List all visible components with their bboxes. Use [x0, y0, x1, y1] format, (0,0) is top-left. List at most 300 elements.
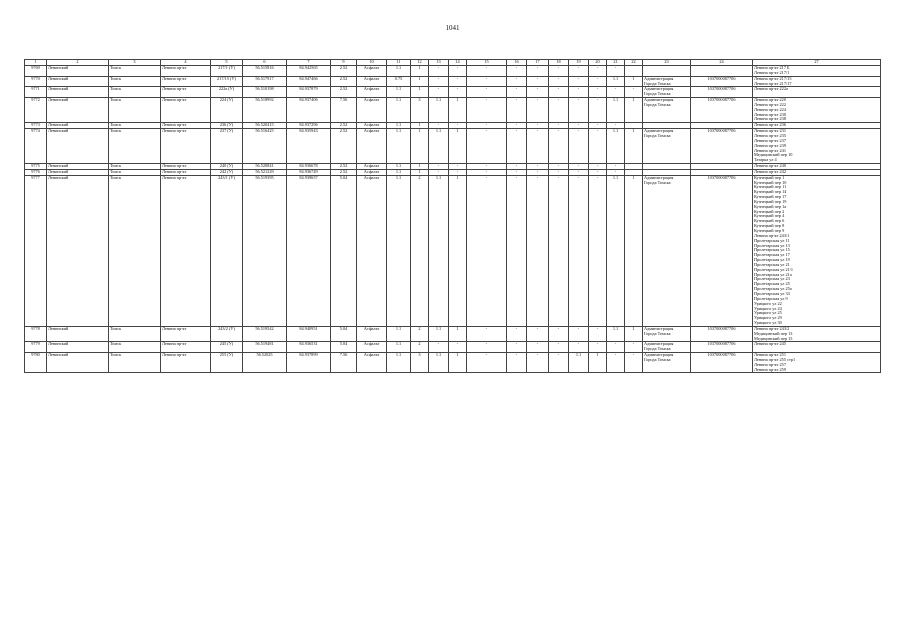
table-cell: 84.936749	[287, 169, 331, 175]
column-header: 3	[109, 60, 161, 66]
table-cell: -	[625, 353, 643, 373]
table-cell: Кузнецкий пер 1 Кузнецкий пер 10 Кузнецкий пер 11 Кузнецкий пер 14 Кузнецкий пер 17 Кузнецкий пер 19 Кузнецкий пер 1а Кузнецкий пер 2 Кузнецкий пер 4 Кузнецкий пер 6 Кузнецкий пер 8 Кузнецкий пер 9 Ленина пр-кт 243/1 Пролетарская ул 11 Пролетарская ул 13 Пролетарская ул 15 Пролетарская ул 17 Пролетарская ул 19 Пролетарская ул 21 Пролетарская ул 21/1 Пролетарская ул 21а Пролетарская ул 23 Пролетарская ул 25 Пролетарская ул 25а Пролетарская ул 33 Пролетарская ул 9 Урицкого ул 22 Урицкого ул 24 Урицкого ул 25 Урицкого ул 29 Урицкого ул 30	[753, 175, 881, 326]
table-cell: 1.1	[387, 129, 411, 164]
table-cell: 56.518992	[243, 98, 287, 123]
table-row	[25, 129, 881, 164]
table-cell: Ленинский	[47, 66, 109, 77]
table-cell: 1	[411, 164, 429, 170]
table-cell: 2	[411, 342, 429, 353]
table-cell: -	[507, 66, 527, 77]
table-cell: Томск	[109, 66, 161, 77]
table-cell: 1	[411, 123, 429, 129]
table-cell: Асфальт	[357, 164, 387, 170]
table-cell: -	[507, 326, 527, 342]
table-cell: 2	[411, 326, 429, 342]
table-cell: -	[527, 87, 549, 98]
table-cell: 243/1 (У)	[211, 175, 243, 326]
table-cell: -	[449, 87, 467, 98]
table-cell: 1	[411, 129, 429, 164]
table-cell: Томск	[109, 175, 161, 326]
table-cell: -	[569, 175, 589, 326]
table-cell: 1.1	[607, 326, 625, 342]
table-row	[25, 98, 881, 123]
table-cell: Ленина пр-кт 222а	[753, 87, 881, 98]
table-cell: 1	[449, 353, 467, 373]
table-cell: 7.56	[331, 98, 357, 123]
table-cell: -	[449, 123, 467, 129]
table-cell: Асфальт	[357, 342, 387, 353]
table-cell: Ленина пр-кт 243/2 Медицинский пер 13 Медицинский пер 15	[753, 326, 881, 342]
table-cell: -	[607, 169, 625, 175]
table-cell: Ленинский	[47, 326, 109, 342]
table-cell: 1.1	[429, 175, 449, 326]
table-cell: -	[549, 353, 569, 373]
table-cell: -	[569, 87, 589, 98]
table-cell: -	[429, 123, 449, 129]
column-header: 4	[161, 60, 211, 66]
table-cell: -	[429, 76, 449, 87]
table-cell: Ленина пр-кт 231 Ленина пр-кт 235 Ленина пр-кт 237 Ленина пр-кт 239 Ленина пр-кт 241 Медицинский пер 10 Татарка ул 4	[753, 129, 881, 164]
table-cell: -	[569, 66, 589, 77]
table-cell: 9776	[25, 169, 47, 175]
table-cell: -	[569, 129, 589, 164]
table-cell: 9772	[25, 98, 47, 123]
table-cell: Ленина пр-кт 217 Б Ленина пр-кт 217/1	[753, 66, 881, 77]
table-cell: -	[569, 326, 589, 342]
table-cell: 84.942565	[287, 66, 331, 77]
table-cell: -	[527, 342, 549, 353]
table-cell: 5.04	[331, 342, 357, 353]
table-cell: Ленинский	[47, 98, 109, 123]
table-cell: Асфальт	[357, 169, 387, 175]
table-cell: -	[607, 66, 625, 77]
table-cell: 1.1	[607, 98, 625, 123]
table-cell: 1	[449, 175, 467, 326]
table-cell: Ленинский	[47, 123, 109, 129]
table-row	[25, 66, 881, 77]
table-cell: -	[607, 164, 625, 170]
table-cell: 1.1	[387, 164, 411, 170]
table-cell: -	[527, 98, 549, 123]
table-cell: -	[549, 98, 569, 123]
table-cell: 0.75	[387, 76, 411, 87]
column-header: 13	[429, 60, 449, 66]
table-cell: 1	[449, 129, 467, 164]
table-cell: 5.04	[331, 326, 357, 342]
table-cell: -	[507, 123, 527, 129]
table-cell: 56.515816	[243, 66, 287, 77]
table-cell: 1037000087706	[691, 326, 753, 342]
column-header: 6	[243, 60, 287, 66]
table-cell: -	[589, 98, 607, 123]
table-cell: Администрация Города Томска	[643, 342, 691, 353]
table-cell: Томск	[109, 98, 161, 123]
table-cell: Асфальт	[357, 87, 387, 98]
table-row	[25, 342, 881, 353]
table-cell: -	[589, 87, 607, 98]
table-cell: -	[467, 129, 507, 164]
table-cell: 1.1	[569, 353, 589, 373]
table-row	[25, 353, 881, 373]
table-cell: -	[569, 76, 589, 87]
table-cell: -	[569, 169, 589, 175]
table-cell: -	[507, 169, 527, 175]
table-cell: 217/15 (У)	[211, 76, 243, 87]
column-header: 17	[527, 60, 549, 66]
table-cell: 2.52	[331, 169, 357, 175]
table-cell: Ленинский	[47, 164, 109, 170]
table-cell: 56.519542	[243, 326, 287, 342]
table-cell: Ленина пр-кт	[161, 98, 211, 123]
table-cell: 1	[411, 66, 429, 77]
table-cell: Ленина пр-кт	[161, 164, 211, 170]
table-cell: 9780	[25, 353, 47, 373]
table-cell: -	[467, 326, 507, 342]
table-cell: -	[449, 169, 467, 175]
table-cell: Ленина пр-кт 251 Ленина пр-кт 255 стр1 Ленина пр-кт 257 Ленина пр-кт 259	[753, 353, 881, 373]
table-cell: 84.939657	[287, 175, 331, 326]
table-cell: -	[429, 164, 449, 170]
table-cell: -	[589, 123, 607, 129]
table-cell: -	[449, 342, 467, 353]
table-cell: 3	[411, 98, 429, 123]
table-cell: 1037000087706	[691, 175, 753, 326]
table-cell: -	[607, 342, 625, 353]
table-cell	[625, 66, 643, 77]
table-cell: -	[527, 129, 549, 164]
table-cell: -	[467, 169, 507, 175]
column-header: 16	[507, 60, 527, 66]
table-row	[25, 326, 881, 342]
table-cell: 242 (У)	[211, 169, 243, 175]
table-cell: Асфальт	[357, 76, 387, 87]
table-cell: -	[467, 76, 507, 87]
table-cell: 84.937296	[287, 123, 331, 129]
table-cell: -	[429, 169, 449, 175]
table-cell	[691, 66, 753, 77]
table-cell: -	[527, 123, 549, 129]
table-cell: Томск	[109, 87, 161, 98]
table-cell: -	[527, 76, 549, 87]
table-cell: -	[527, 66, 549, 77]
table-cell: -	[429, 342, 449, 353]
table-cell: 84.936678	[287, 164, 331, 170]
column-header: 5	[211, 60, 243, 66]
table-cell: Томск	[109, 129, 161, 164]
table-cell: -	[507, 76, 527, 87]
table-cell: Администрация Города Томска	[643, 129, 691, 164]
table-cell: -	[549, 326, 569, 342]
table-cell: -	[549, 66, 569, 77]
table-cell: 1.1	[387, 169, 411, 175]
column-header: 11	[387, 60, 411, 66]
table-cell: Ленина пр-кт	[161, 87, 211, 98]
column-header: 7	[287, 60, 331, 66]
table-cell: 1.1	[429, 353, 449, 373]
table-cell: 1.1	[429, 98, 449, 123]
table-cell: -	[429, 87, 449, 98]
table-cell: 222а (У)	[211, 87, 243, 98]
table-cell: 84.940951	[287, 326, 331, 342]
table-cell: 9775	[25, 164, 47, 170]
table-cell: Томск	[109, 342, 161, 353]
table-row	[25, 76, 881, 87]
table-cell: 56.516425	[243, 129, 287, 164]
column-header: 22	[625, 60, 643, 66]
table-cell: 9779	[25, 342, 47, 353]
table-cell: 1037000087706	[691, 87, 753, 98]
table-cell: 1	[411, 76, 429, 87]
table-cell: -	[449, 76, 467, 87]
table-cell: -	[549, 76, 569, 87]
table-cell: -	[589, 76, 607, 87]
table-row	[25, 175, 881, 326]
table-cell: Ленинский	[47, 129, 109, 164]
column-header: 14	[449, 60, 467, 66]
table-cell: 1	[411, 169, 429, 175]
register-table	[24, 59, 881, 373]
table-cell: -	[467, 87, 507, 98]
table-cell: Администрация Города Томска	[643, 353, 691, 373]
table-cell: 2.52	[331, 123, 357, 129]
table-cell: -	[507, 98, 527, 123]
table-cell: 56.519395	[243, 175, 287, 326]
table-cell: Ленина пр-кт 245	[753, 342, 881, 353]
table-cell: Ленинский	[47, 169, 109, 175]
table-cell: 236 (У)	[211, 123, 243, 129]
table-cell: 1.1	[607, 129, 625, 164]
column-header: 2	[47, 60, 109, 66]
table-cell: 1.1	[429, 326, 449, 342]
table-cell: Ленина пр-кт	[161, 123, 211, 129]
table-cell: Ленинский	[47, 175, 109, 326]
table-cell: 9771	[25, 87, 47, 98]
table-cell: 84.937879	[287, 87, 331, 98]
table-cell: Ленинский	[47, 342, 109, 353]
table-cell: 56.521229	[243, 169, 287, 175]
table-cell: 2.52	[331, 164, 357, 170]
table-cell: -	[467, 175, 507, 326]
table-cell: Ленина пр-кт 240	[753, 164, 881, 170]
table-cell: Администрация Города Томска	[643, 76, 691, 87]
table-cell: 2.52	[331, 76, 357, 87]
table-cell: 1	[625, 76, 643, 87]
table-cell: Ленина пр-кт 217/15 Ленина пр-кт 217/17	[753, 76, 881, 87]
table-cell: -	[467, 342, 507, 353]
table-cell: 245 (У)	[211, 342, 243, 353]
table-cell: 2.52	[331, 66, 357, 77]
table-cell: 217/1 (У)	[211, 66, 243, 77]
table-cell: 1.1	[387, 175, 411, 326]
table-cell: 84.936531	[287, 342, 331, 353]
column-header: 27	[753, 60, 881, 66]
table-cell: Ленина пр-кт	[161, 326, 211, 342]
table-cell: 84.937406	[287, 98, 331, 123]
table-cell: -	[569, 342, 589, 353]
table-cell: 1	[449, 326, 467, 342]
table-cell: -	[527, 169, 549, 175]
table-cell: 243/2 (У)	[211, 326, 243, 342]
table-cell: Администрация Города Томска	[643, 326, 691, 342]
table-cell: Асфальт	[357, 175, 387, 326]
table-cell: -	[589, 326, 607, 342]
table-cell: Администрация Города Томска	[643, 87, 691, 98]
table-cell: 1.1	[387, 66, 411, 77]
table-cell: Ленина пр-кт 220 Ленина пр-кт 222 Ленина пр-кт 224 Ленина пр-кт 230 Ленина пр-кт 238	[753, 98, 881, 123]
table-cell: 56.520415	[243, 123, 287, 129]
table-cell: 1037000087706	[691, 353, 753, 373]
table-cell: 1.1	[387, 87, 411, 98]
table-cell: -	[527, 326, 549, 342]
table-cell: 1	[625, 326, 643, 342]
table-cell: Асфальт	[357, 129, 387, 164]
table-cell: -	[507, 87, 527, 98]
table-cell: 9769	[25, 66, 47, 77]
column-header: 21	[607, 60, 625, 66]
table-cell: 1	[411, 87, 429, 98]
table-cell: Асфальт	[357, 123, 387, 129]
table-cell: 56.52025	[243, 353, 287, 373]
table-cell: 9770	[25, 76, 47, 87]
table-cell: -	[549, 342, 569, 353]
table-cell: 56.510198	[243, 87, 287, 98]
table-cell: 1037000087706	[691, 129, 753, 164]
table-cell: 240 (У)	[211, 164, 243, 170]
table-cell: 1.1	[429, 129, 449, 164]
table-cell: -	[429, 66, 449, 77]
table-cell: 1	[449, 98, 467, 123]
table-cell: -	[467, 123, 507, 129]
table-cell: Ленина пр-кт 242	[753, 169, 881, 175]
table-body	[25, 66, 881, 373]
column-header: 19	[569, 60, 589, 66]
table-cell: 9778	[25, 326, 47, 342]
column-header: 9	[331, 60, 357, 66]
table-cell: 3	[411, 353, 429, 373]
table-cell: 56.517917	[243, 76, 287, 87]
table-cell: -	[549, 169, 569, 175]
table-cell: 2.52	[331, 87, 357, 98]
table-cell: -	[549, 87, 569, 98]
column-header: 18	[549, 60, 569, 66]
table-cell: -	[507, 353, 527, 373]
table-cell: Асфальт	[357, 66, 387, 77]
table-cell: 9774	[25, 129, 47, 164]
table-cell: 1.1	[387, 123, 411, 129]
table-cell: -	[507, 164, 527, 170]
column-header: 10	[357, 60, 387, 66]
table-cell: 224 (У)	[211, 98, 243, 123]
table-cell: 5.04	[331, 175, 357, 326]
table-cell: 1037000087706	[691, 342, 753, 353]
table-cell: -	[527, 175, 549, 326]
table-cell: -	[507, 175, 527, 326]
table-cell: 7.56	[331, 353, 357, 373]
table-cell: 1037000087706	[691, 98, 753, 123]
table-cell: Администрация Города Томска	[643, 175, 691, 326]
table-cell: 255 (У)	[211, 353, 243, 373]
table-cell: -	[589, 66, 607, 77]
table-cell: -	[607, 353, 625, 373]
table-cell: Ленина пр-кт	[161, 169, 211, 175]
table-cell: Томск	[109, 353, 161, 373]
table-cell: 56.520841	[243, 164, 287, 170]
table-cell: Ленина пр-кт 236	[753, 123, 881, 129]
table-cell: 237 (У)	[211, 129, 243, 164]
table-cell: Администрация Города Томска	[643, 98, 691, 123]
table-cell: -	[589, 169, 607, 175]
table-cell: 1.1	[607, 76, 625, 87]
table-cell: -	[569, 98, 589, 123]
table-cell: Ленинский	[47, 76, 109, 87]
table-cell: -	[607, 87, 625, 98]
page-number: 1041	[445, 24, 460, 32]
table-cell: 1.1	[387, 98, 411, 123]
table-cell: -	[467, 164, 507, 170]
table-cell: 1.1	[607, 175, 625, 326]
table-cell: 1	[589, 353, 607, 373]
table-cell: Ленина пр-кт	[161, 342, 211, 353]
table-cell: Ленина пр-кт	[161, 76, 211, 87]
table-cell: 84.935943	[287, 129, 331, 164]
column-header: 23	[643, 60, 691, 66]
table-cell: -	[467, 353, 507, 373]
table-cell: Ленина пр-кт	[161, 66, 211, 77]
table-cell: Томск	[109, 123, 161, 129]
table-cell: 1.1	[387, 326, 411, 342]
table-cell: -	[507, 342, 527, 353]
table-cell: -	[549, 129, 569, 164]
table-row	[25, 87, 881, 98]
table-cell: Томск	[109, 164, 161, 170]
table-cell: 1.1	[387, 342, 411, 353]
table-cell: -	[589, 342, 607, 353]
table-cell: 56.519481	[243, 342, 287, 353]
column-header: 12	[411, 60, 429, 66]
table-cell: Ленинский	[47, 353, 109, 373]
table-cell: -	[625, 342, 643, 353]
table-cell: -	[467, 66, 507, 77]
table-cell: Ленина пр-кт	[161, 129, 211, 164]
table-cell: -	[449, 66, 467, 77]
table-cell: 9777	[25, 175, 47, 326]
table-cell: -	[589, 129, 607, 164]
column-header: 1	[25, 60, 47, 66]
column-header: 20	[589, 60, 607, 66]
table-cell: Томск	[109, 326, 161, 342]
table-cell: -	[569, 123, 589, 129]
table-cell: -	[549, 164, 569, 170]
table-cell: -	[467, 98, 507, 123]
table-cell: 84.937899	[287, 353, 331, 373]
column-header: 15	[467, 60, 507, 66]
table-cell: -	[549, 123, 569, 129]
table-cell: -	[527, 353, 549, 373]
table-cell: 1037000087706	[691, 76, 753, 87]
table-cell: 1.1	[387, 353, 411, 373]
table-cell: -	[625, 87, 643, 98]
table-cell: -	[527, 164, 549, 170]
table-cell: Ленина пр-кт	[161, 175, 211, 326]
table-cell: -	[549, 175, 569, 326]
table-cell: Томск	[109, 76, 161, 87]
table-cell	[643, 66, 691, 77]
table-cell: Ленинский	[47, 87, 109, 98]
table-cell: -	[507, 129, 527, 164]
table-cell: 9773	[25, 123, 47, 129]
table-cell: Асфальт	[357, 353, 387, 373]
table-cell: 84.947466	[287, 76, 331, 87]
